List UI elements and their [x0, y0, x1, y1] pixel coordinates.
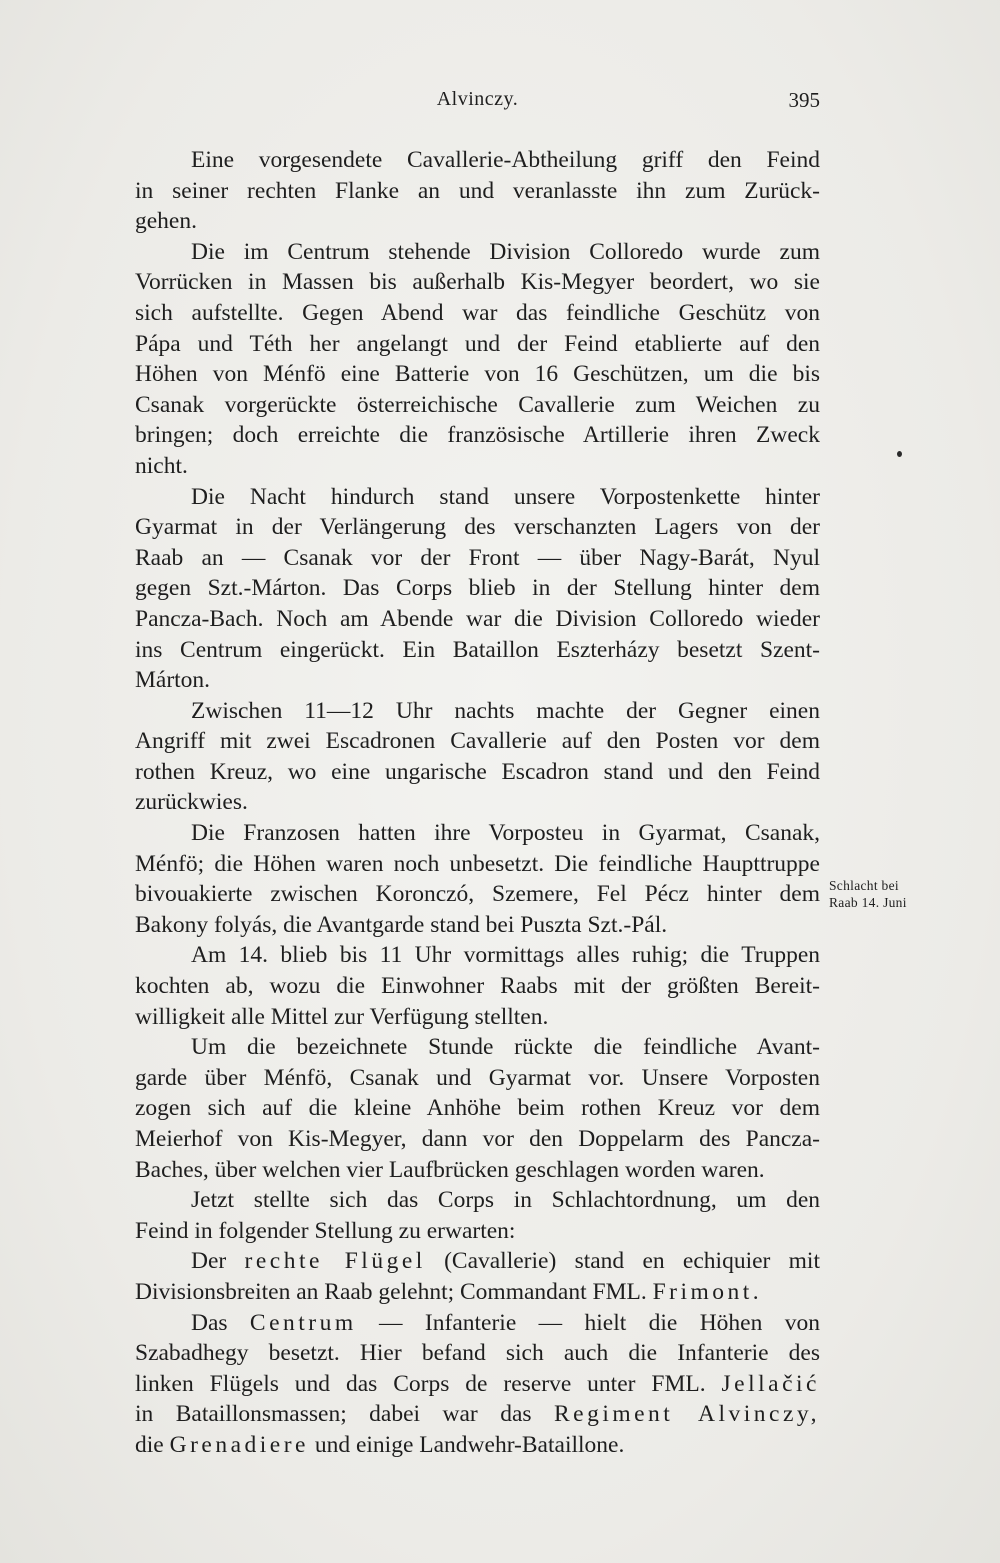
text-segment: Divisionsbreiten an Raab gelehnt; Commandant FML. — [135, 1278, 653, 1305]
margin-note-line: Schlacht bei — [829, 878, 899, 893]
text-segment: Das — [191, 1309, 250, 1336]
text-line: Die Nacht hindurch stand unsere Vorpostenkette hinter — [191, 483, 820, 510]
text-line: Zwischen 11—12 Uhr nachts machte der Gegner einen — [191, 697, 820, 724]
spaced-term: Jellačić — [721, 1370, 820, 1397]
text-line: Um die bezeichnete Stunde rückte die feindliche Avant- — [191, 1034, 820, 1061]
text-line: Baches, über welchen vier Laufbrücken geschlagen worden waren. — [135, 1156, 765, 1183]
text-line: sich aufstellte. Gegen Abend war das feindliche Geschütz von — [135, 299, 820, 326]
stray-ink-mark — [897, 451, 902, 457]
margin-note-line: Raab 14. Juni — [829, 895, 907, 910]
text-line: Meierhof von Kis-Megyer, dann vor den Doppelarm des Pancza- — [135, 1126, 820, 1152]
text-line: zurückwies. — [135, 789, 248, 816]
paragraph — [135, 818, 820, 940]
running-title: Alvinczy. — [436, 88, 519, 110]
text-line: garde über Ménfö, Csanak und Gyarmat vor. Unsere Vorposten — [135, 1064, 820, 1091]
text-line: Csanak vorgerückte österreichische Cavallerie zum Weichen zu — [135, 391, 820, 418]
text-line: Gyarmat in der Verlängerung des verschanzten Lagers von der — [135, 514, 820, 541]
text-segment: die — [135, 1431, 170, 1458]
spaced-term: Frimont. — [652, 1278, 763, 1305]
paragraph — [135, 1032, 820, 1185]
text-line — [135, 1308, 820, 1339]
text-line: gehen. — [135, 208, 197, 235]
text-line: Bakony folyás, die Avantgarde stand bei Puszta Szt.-Pál. — [135, 911, 668, 938]
paragraph — [135, 696, 820, 818]
spaced-term: Regiment Alvinczy, — [553, 1401, 820, 1428]
spaced-term: Grenadiere — [169, 1431, 309, 1458]
text-line: Eine vorgesendete Cavallerie-Abtheilung griff den Feind — [191, 147, 820, 173]
text-line: ins Centrum eingerückt. Ein Bataillon Eszterházy besetzt Szent- — [135, 636, 820, 663]
text-segment: — Infanterie — hielt die Höhen von — [356, 1309, 820, 1336]
paragraph — [135, 145, 820, 237]
text-line — [135, 1430, 820, 1461]
text-segment: in Bataillonsmassen; dabei war das — [135, 1401, 554, 1428]
running-head — [135, 88, 820, 116]
text-line: kochten ab, wozu die Einwohner Raabs mit der größten Bereit- — [135, 973, 820, 1000]
text-line: Die im Centrum stehende Division Colloredo wurde zum — [191, 238, 820, 265]
spaced-term: rechte Flügel — [244, 1248, 426, 1275]
text-line: Feind in folgender Stellung zu erwarten: — [135, 1217, 516, 1244]
text-line: nicht. — [135, 452, 188, 479]
text-line: Ménfö; die Höhen waren noch unbesetzt. Die feindliche Haupttruppe — [135, 850, 820, 877]
text-line: Jetzt stellte sich das Corps in Schlachtordnung, um den — [191, 1187, 820, 1214]
text-line: Márton. — [135, 667, 211, 694]
text-segment: (Cavallerie) stand en echiquier mit — [425, 1248, 820, 1275]
paragraph — [135, 940, 820, 1032]
text-line: rothen Kreuz, wo eine ungarische Escadron stand und den Feind — [135, 758, 820, 785]
page-number: 395 — [788, 88, 820, 112]
body-text — [135, 145, 820, 1461]
text-line — [135, 1369, 820, 1400]
text-line: Pancza-Bach. Noch am Abende war die Division Colloredo wieder — [135, 605, 820, 632]
text-line: zogen sich auf die kleine Anhöhe beim rothen Kreuz vor dem — [135, 1095, 820, 1122]
paragraph — [135, 482, 820, 696]
text-line: in seiner rechten Flanke an und veranlasste ihn zum Zurück- — [135, 177, 820, 204]
text-line: Raab an — Csanak vor der Front — über Nagy-Barát, Nyul — [135, 544, 820, 571]
text-line: Am 14. blieb bis 11 Uhr vormittags alles ruhig; die Truppen — [191, 942, 820, 969]
paragraph — [135, 237, 820, 482]
text-line: Angriff mit zwei Escadronen Cavallerie auf den Posten vor dem — [135, 728, 820, 755]
text-segment: Der — [191, 1248, 245, 1275]
spaced-term: Centrum — [249, 1309, 357, 1336]
text-line: gegen Szt.-Márton. Das Corps blieb in der Stellung hinter dem — [135, 575, 820, 602]
margin-note — [829, 877, 939, 911]
text-line: Vorrücken in Massen bis außerhalb Kis-Megyer beordert, wo sie — [135, 269, 820, 296]
text-line: Höhen von Ménfö eine Batterie von 16 Geschützen, um die bis — [135, 361, 820, 388]
text-line: willigkeit alle Mittel zur Verfügung stellten. — [135, 1003, 549, 1030]
paragraph — [135, 1308, 820, 1461]
text-segment: und einige Landwehr-Bataillone. — [308, 1431, 625, 1458]
text-line — [135, 1246, 820, 1277]
text-line: Szabadhegy besetzt. Hier befand sich auch die Infanterie des — [135, 1340, 820, 1367]
text-line — [135, 1399, 820, 1430]
text-line: Pápa und Téth her angelangt und der Feind etablierte auf den — [135, 330, 820, 357]
text-line: bivouakierte zwischen Koronczó, Szemere, Fel Pécz hinter dem — [135, 881, 820, 908]
text-line: Die Franzosen hatten ihre Vorposteu in Gyarmat, Csanak, — [191, 820, 820, 847]
text-line — [135, 1277, 820, 1308]
text-line: bringen; doch erreichte die französische Artillerie ihren Zweck — [135, 422, 820, 449]
text-segment: linken Flügels und das Corps de reserve unter FML. — [135, 1370, 722, 1397]
paragraph — [135, 1246, 820, 1307]
paragraph — [135, 1185, 820, 1246]
